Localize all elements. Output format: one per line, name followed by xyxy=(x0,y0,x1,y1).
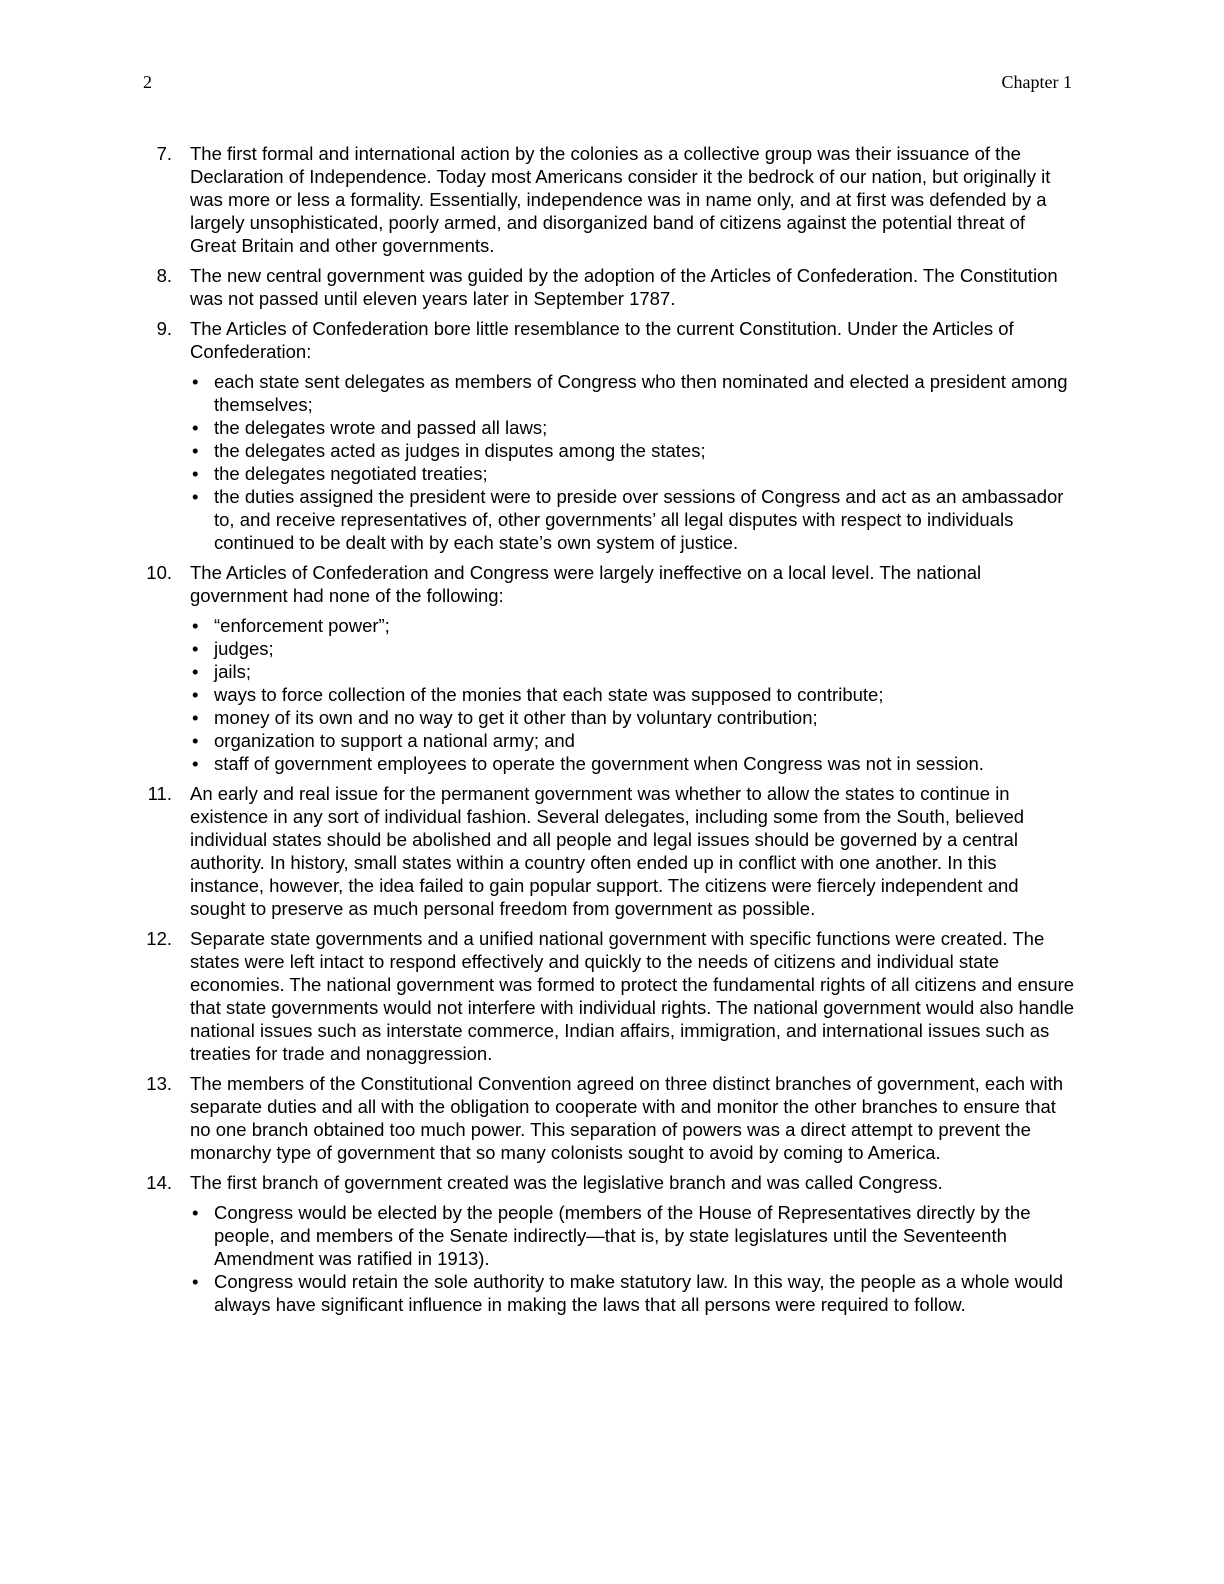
item-number: 10. xyxy=(146,562,172,583)
page-number: 2 xyxy=(143,72,152,92)
list-item-14 xyxy=(140,1171,1075,1316)
list-item-10 xyxy=(140,561,1075,775)
bullet-list xyxy=(190,1201,1075,1316)
bullet-icon: • xyxy=(192,684,199,705)
bullet-text: each state sent delegates as members of Congress who then nominated and elected a president among themselves; xyxy=(214,371,1068,415)
bullet-icon: • xyxy=(192,615,199,636)
item-text: The members of the Constitutional Convention agreed on three distinct branches of government, each with separate duties and all with the obligation to cooperate with and monitor the other branches to ensure that no one branch obtained too much power. This separation of powers was a direct attempt to prevent the monarchy type of government that so many colonists sought to avoid by coming to America. xyxy=(190,1073,1064,1163)
item-number: 11. xyxy=(147,783,172,804)
bullet-item xyxy=(190,660,1075,683)
bullet-item xyxy=(190,614,1075,637)
numbered-list xyxy=(140,142,1075,1323)
item-number: 8. xyxy=(156,265,172,286)
bullet-list xyxy=(190,370,1075,554)
bullet-item xyxy=(190,1201,1075,1270)
bullet-item xyxy=(190,485,1075,554)
item-number: 13. xyxy=(146,1073,172,1094)
bullet-item xyxy=(190,752,1075,775)
list-item-7 xyxy=(140,142,1075,257)
bullet-text: the delegates wrote and passed all laws; xyxy=(214,417,548,438)
bullet-item xyxy=(190,416,1075,439)
bullet-text: the duties assigned the president were to preside over sessions of Congress and act as an ambassador to, and receive representatives of, other governments’ all legal disputes with respect to individuals continued to be dealt with by each state’s own system of justice. xyxy=(214,486,1064,553)
bullet-text: Congress would retain the sole authority to make statutory law. In this way, the people as a whole would always have significant influence in making the laws that all persons were required to follow. xyxy=(214,1271,1064,1315)
bullet-text: judges; xyxy=(214,638,274,659)
bullet-item xyxy=(190,683,1075,706)
bullet-text: jails; xyxy=(214,661,252,682)
item-number: 7. xyxy=(156,143,172,164)
item-text: Separate state governments and a unified national government with specific functions were created. The states were left intact to respond effectively and quickly to the needs of citizens and individual state economies. The national government was formed to protect the fundamental rights of all citizens and ensure that state governments would not interfere with individual rights. The national government would also handle national issues such as interstate commerce, Indian affairs, immigration, and international issues such as treaties for trade and nonaggression. xyxy=(190,928,1075,1064)
bullet-icon: • xyxy=(192,417,199,438)
item-text: The Articles of Confederation and Congress were largely ineffective on a local level. The national government had none of the following: xyxy=(190,562,982,606)
bullet-icon: • xyxy=(192,661,199,682)
chapter-label: Chapter 1 xyxy=(1001,72,1072,92)
list-item-11 xyxy=(140,782,1075,920)
list-item-13 xyxy=(140,1072,1075,1164)
bullet-icon: • xyxy=(192,371,199,392)
item-text: The first formal and international action by the colonies as a collective group was their issuance of the Declaration of Independence. Today most Americans consider it the bedrock of our nation, but originally it was more or less a formality. Essentially, independence was in name only, and at first was defended by a largely unsophisticated, poorly armed, and disorganized band of citizens against the potential threat of Great Britain and other governments. xyxy=(190,143,1051,256)
bullet-icon: • xyxy=(192,638,199,659)
bullet-text: money of its own and no way to get it other than by voluntary contribution; xyxy=(214,707,818,728)
item-text: An early and real issue for the permanent government was whether to allow the states to continue in existence in any sort of individual fashion. Several delegates, including some from the South, believed individual states should be abolished and all people and legal issues should be governed by a central authority. In history, small states within a country often ended up in conflict with one another. In this instance, however, the idea failed to gain popular support. The citizens were fiercely independent and sought to preserve as much personal freedom from government as possible. xyxy=(190,783,1025,919)
bullet-item xyxy=(190,637,1075,660)
bullet-text: “enforcement power”; xyxy=(214,615,390,636)
page-header xyxy=(143,72,1072,96)
bullet-icon: • xyxy=(192,463,199,484)
list-item-12 xyxy=(140,927,1075,1065)
bullet-icon: • xyxy=(192,753,199,774)
item-number: 12. xyxy=(146,928,172,949)
bullet-item xyxy=(190,439,1075,462)
list-item-8 xyxy=(140,264,1075,310)
bullet-item xyxy=(190,1270,1075,1316)
item-text: The first branch of government created was the legislative branch and was called Congress. xyxy=(190,1172,943,1193)
bullet-text: staff of government employees to operate the government when Congress was not in session. xyxy=(214,753,984,774)
bullet-item xyxy=(190,729,1075,752)
item-number: 9. xyxy=(156,318,172,339)
bullet-icon: • xyxy=(192,440,199,461)
item-text: The new central government was guided by the adoption of the Articles of Confederation. The Constitution was not passed until eleven years later in September 1787. xyxy=(190,265,1058,309)
bullet-text: the delegates acted as judges in disputes among the states; xyxy=(214,440,706,461)
bullet-item xyxy=(190,706,1075,729)
bullet-item xyxy=(190,370,1075,416)
bullet-text: organization to support a national army; and xyxy=(214,730,575,751)
bullet-text: the delegates negotiated treaties; xyxy=(214,463,488,484)
list-item-9 xyxy=(140,317,1075,554)
bullet-icon: • xyxy=(192,707,199,728)
bullet-text: Congress would be elected by the people (members of the House of Representatives directly by the people, and members of the Senate indirectly—that is, by state legislatures until the Seventeenth Amendment was ratified in 1913). xyxy=(214,1202,1031,1269)
bullet-icon: • xyxy=(192,1271,199,1292)
bullet-icon: • xyxy=(192,730,199,751)
item-text: The Articles of Confederation bore little resemblance to the current Constitution. Under the Articles of Confederation: xyxy=(190,318,1014,362)
item-number: 14. xyxy=(146,1172,172,1193)
bullet-icon: • xyxy=(192,1202,199,1223)
bullet-icon: • xyxy=(192,486,199,507)
bullet-list xyxy=(190,614,1075,775)
bullet-item xyxy=(190,462,1075,485)
bullet-text: ways to force collection of the monies that each state was supposed to contribute; xyxy=(214,684,884,705)
